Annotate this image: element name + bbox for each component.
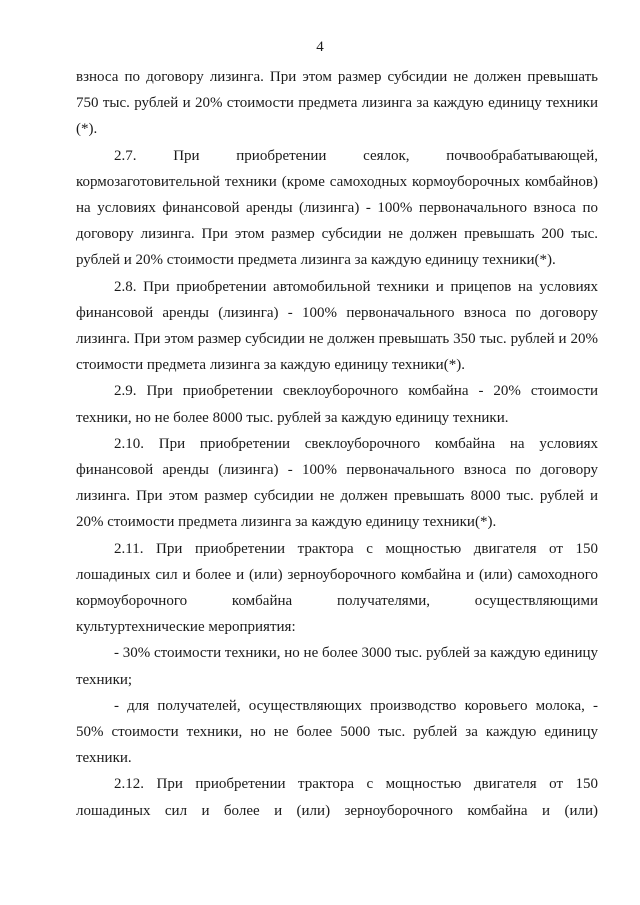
paragraph-2-11-item-a: - 30% стоимости техники, но не более 3000 тыс. рублей за каждую единицу техники; [76,645,598,688]
document-body [76,64,598,824]
page-number: 4 [316,39,324,55]
paragraph-2-11-item-b: - для получателей, осуществляющих производство коровьего молока, - 50% стоимости техники, но не более 5000 тыс. рублей за каждую единицу техники. [76,697,598,767]
paragraph-2-7: 2.7. При приобретении сеялок, почвообрабатывающей, кормозаготовительной техники (кроме самоходных кормоуборочных комбайнов) на условиях финансовой аренды (лизинга) - 100% первоначального взноса по договору лизинга. При этом размер субсидии не должен превышать 200 тыс. рублей и 20% стоимости предмета лизинга за каждую единицу техники(*). [76,147,598,269]
paragraph-2-8: 2.8. При приобретении автомобильной техники и прицепов на условиях финансовой аренды (лизинга) - 100% первоначального взноса по договору лизинга. При этом размер субсидии не должен превышать 350 тыс. рублей и 20% стоимости предмета лизинга за каждую единицу техники(*). [76,278,598,374]
paragraph-2-6-continuation: взноса по договору лизинга. При этом размер субсидии не должен превышать 750 тыс. рублей и 20% стоимости предмета лизинга за каждую единицу техники (*). [76,69,598,138]
paragraph-2-12: 2.12. При приобретении трактора с мощностью двигателя от 150 лошадиных сил и более и (или) зерноуборочного комбайна и (или) [76,776,598,819]
paragraph-2-11: 2.11. При приобретении трактора с мощностью двигателя от 150 лошадиных сил и более и (или) зерноуборочного комбайна и (или) самоходного кормоуборочного комбайна получателями, осуществляющими культуртехнические мероприятия: [76,540,598,636]
paragraph-2-10: 2.10. При приобретении свеклоуборочного комбайна на условиях финансовой аренды (лизинга) - 100% первоначального взноса по договору лизинга. При этом размер субсидии не должен превышать 8000 тыс. рублей и 20% стоимости предмета лизинга за каждую единицу техники(*). [76,435,598,531]
paragraph-2-9: 2.9. При приобретении свеклоуборочного комбайна - 20% стоимости техники, но не более 8000 тыс. рублей за каждую единицу техники. [76,383,598,426]
